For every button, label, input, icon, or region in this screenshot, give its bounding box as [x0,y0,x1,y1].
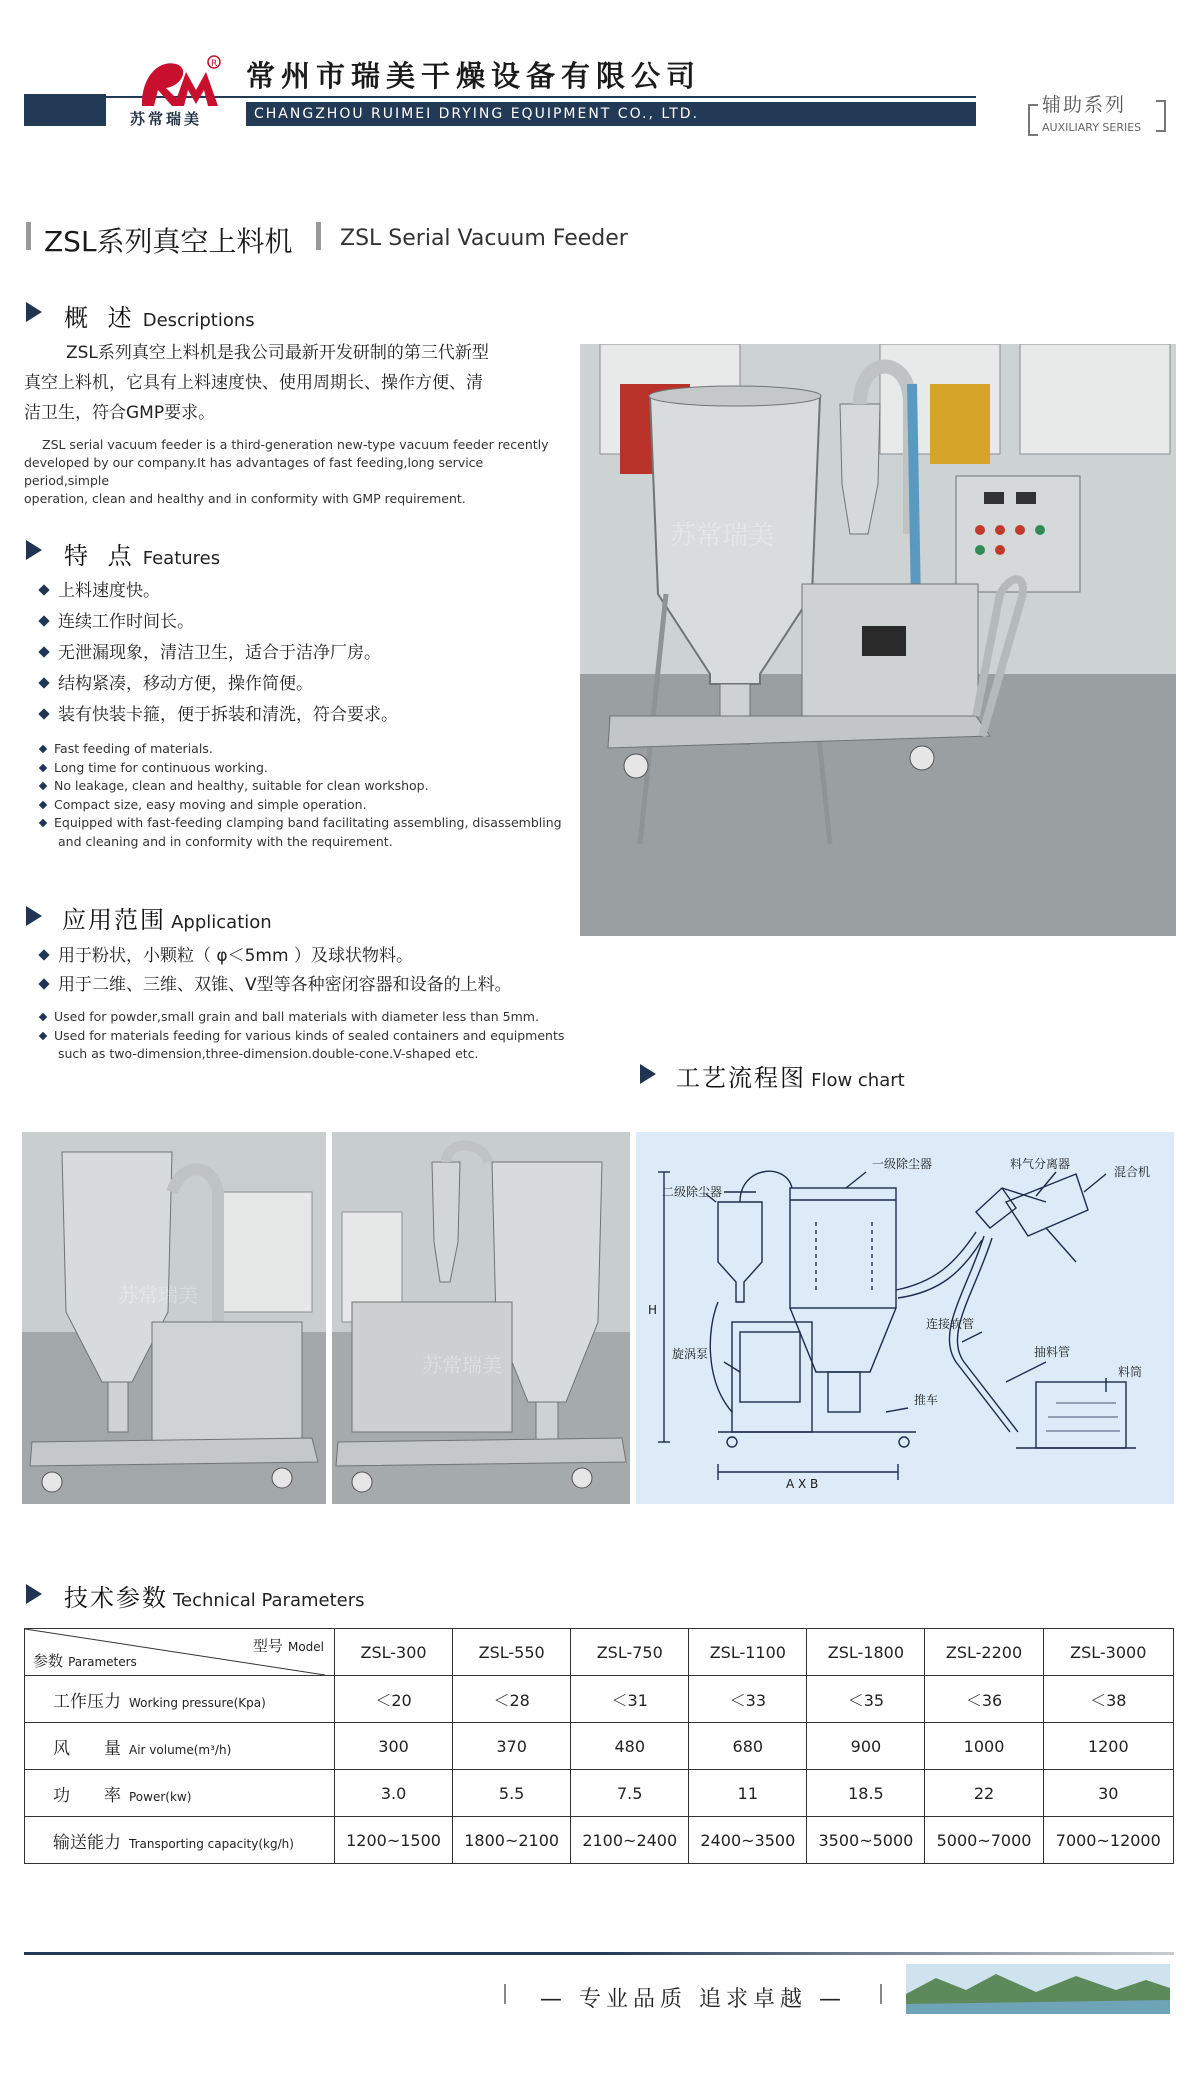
features-list-cn [40,576,398,731]
list-item: Equipped with fast-feeding clamping band facilitating assembling, disassembling [40,814,562,833]
diamond-bullet-icon [38,978,49,989]
table-cell: 30 [1043,1770,1173,1817]
diamond-bullet-icon [39,782,47,790]
diamond-bullet-icon [39,1031,47,1039]
series-label-en: AUXILIARY SERIES [1042,121,1142,134]
section-arrow-icon [26,1584,42,1604]
flow-chart-svg [636,1132,1174,1504]
section-arrow-icon [26,540,42,560]
application-list-cn [40,942,512,1000]
table-cell: 7.5 [571,1770,689,1817]
label-cart: 推车 [914,1393,939,1407]
table-header-row [25,1629,1174,1676]
table-row [25,1676,1174,1723]
watermark-text: 苏常瑞美 [422,1353,502,1377]
diamond-bullet-icon [39,763,47,771]
diamond-bullet-icon [38,708,49,719]
company-name-en: CHANGZHOU RUIMEI DRYING EQUIPMENT CO., LTD. [254,106,700,122]
label-hose: 连接软管 [926,1317,975,1331]
table-cell: 1200~1500 [335,1817,453,1864]
label-dim-h: H [648,1303,658,1317]
product-photo-front [332,1132,630,1504]
watermark-text: 苏常瑞美 [670,521,775,551]
table-cell: ＜20 [335,1676,453,1723]
footer-divider [504,1984,506,2004]
list-item: 无泄漏现象，清洁卫生，适合于洁净厂房。 [40,638,398,669]
table-cell: 5000~7000 [925,1817,1043,1864]
row-label: 风 量 Air volume(m³/h) [25,1723,335,1770]
table-cell: ＜28 [453,1676,571,1723]
table-cell: 1800~2100 [453,1817,571,1864]
footer-slogan: — 专业品质 追求卓越 — [540,1987,846,2012]
section-descriptions-heading: 概 述 Descriptions [64,304,255,332]
parameters-table [24,1628,1174,1864]
descriptions-text-en: ZSL serial vacuum feeder is a third-generation new-type vacuum feeder recently developed by our company.It has advantages of fast feeding,long service period,simple operation, clean and healthy and in conformity with GMP requirement. [24,437,549,506]
section-features-heading: 特 点 Features [64,542,221,570]
table-cell: ＜31 [571,1676,689,1723]
model-header: ZSL-3000 [1043,1629,1173,1676]
section-flowchart-heading: 工艺流程图 Flow chart [676,1064,905,1092]
list-item: Used for materials feeding for various kinds of sealed containers and equipments [40,1027,564,1046]
row-label: 工作压力 Working pressure(Kpa) [25,1676,335,1723]
table-cell: 5.5 [453,1770,571,1817]
table-corner-cell: 型号 Model 参数 Parameters [25,1629,335,1676]
vacuum-feeder-side-illustration [22,1132,326,1504]
list-item: Fast feeding of materials. [40,740,562,759]
footer-landscape-image [906,1964,1170,2014]
series-bracket-right [1156,100,1166,132]
footer-divider [880,1984,882,2004]
table-cell: 3500~5000 [807,1817,925,1864]
table-cell: 22 [925,1770,1043,1817]
vacuum-feeder-illustration [580,344,1176,936]
table-cell: 680 [689,1723,807,1770]
features-list-en [40,740,562,851]
table-cell: 7000~12000 [1043,1817,1173,1864]
diamond-bullet-icon [39,745,47,753]
label-secondary-dust: 二级除尘器 [662,1185,723,1199]
series-label-cn: 辅助系列 [1042,94,1127,116]
table-cell: ＜33 [689,1676,807,1723]
list-item: Used for powder,small grain and ball materials with diameter less than 5mm. [40,1008,564,1027]
list-item: 连续工作时间长。 [40,607,398,638]
list-item: 装有快装卡箍，便于拆装和清洗，符合要求。 [40,700,398,731]
page-title-en: ZSL Serial Vacuum Feeder [340,226,628,251]
table-cell: 2400~3500 [689,1817,807,1864]
header-left-bar [24,94,106,126]
section-arrow-icon [26,302,42,322]
model-header: ZSL-1100 [689,1629,807,1676]
model-header: ZSL-750 [571,1629,689,1676]
table-cell: 480 [571,1723,689,1770]
watermark-text: 苏常瑞美 [118,1283,198,1307]
row-label: 功 率 Power(kw) [25,1770,335,1817]
table-cell: ＜36 [925,1676,1043,1723]
table-row [25,1723,1174,1770]
label-pump: 旋涡泵 [672,1347,709,1361]
table-cell: 3.0 [335,1770,453,1817]
table-row [25,1770,1174,1817]
footer-rule [24,1952,1174,1955]
title-bar-mid [316,222,321,250]
diamond-bullet-icon [38,646,49,657]
list-item: Long time for continuous working. [40,759,562,778]
landscape-illustration [906,1964,1170,2014]
table-cell: 900 [807,1723,925,1770]
vacuum-feeder-front-illustration [332,1132,630,1504]
descriptions-text-cn: ZSL系列真空上料机是我公司最新开发研制的第三代新型 真空上料机，它具有上料速度快、使用周期长、操作方便、清 洁卫生，符合GMP要求。 [24,343,489,423]
list-item: 用于粉状，小颗粒（ φ＜5mm ）及球状物料。 [40,942,512,971]
application-list-en [40,1008,564,1064]
diamond-bullet-icon [38,615,49,626]
table-cell: 11 [689,1770,807,1817]
list-item: 用于二维、三维、双锥、V型等各种密闭容器和设备的上料。 [40,971,512,1000]
list-item: 结构紧凑，移动方便，操作简便。 [40,669,398,700]
diamond-bullet-icon [38,949,49,960]
model-header: ZSL-2200 [925,1629,1043,1676]
list-item: 上料速度快。 [40,576,398,607]
table-cell: 370 [453,1723,571,1770]
list-item: Compact size, easy moving and simple operation. [40,796,562,815]
diamond-bullet-icon [39,819,47,827]
diamond-bullet-icon [38,584,49,595]
brand-subtext: 苏常瑞美 [130,110,203,128]
label-bin: 料筒 [1118,1365,1143,1379]
page-title-cn: ZSL系列真空上料机 [44,225,293,258]
model-header: ZSL-1800 [807,1629,925,1676]
table-cell: 300 [335,1723,453,1770]
list-item: No leakage, clean and healthy, suitable for clean workshop. [40,777,562,796]
product-photo-side [22,1132,326,1504]
label-suction-pipe: 抽料管 [1034,1345,1071,1359]
section-arrow-icon [26,906,42,926]
label-mixer: 混合机 [1114,1165,1151,1179]
svg-text:R: R [211,59,218,69]
product-photo-main [580,344,1176,936]
model-header: ZSL-300 [335,1629,453,1676]
label-primary-dust: 一级除尘器 [872,1157,933,1171]
list-item: such as two-dimension,three-dimension.double-cone.V-shaped etc. [58,1046,479,1061]
table-cell: ＜35 [807,1676,925,1723]
label-separator: 料气分离器 [1010,1157,1071,1171]
flow-chart-diagram [636,1132,1174,1504]
company-name-cn: 常州市瑞美干燥设备有限公司 [246,59,702,93]
table-row [25,1817,1174,1864]
row-label: 输送能力 Transporting capacity(kg/h) [25,1817,335,1864]
list-item: and cleaning and in conformity with the requirement. [58,833,393,849]
series-bracket-left [1028,104,1038,136]
table-cell: ＜38 [1043,1676,1173,1723]
model-header: ZSL-550 [453,1629,571,1676]
section-arrow-icon [640,1064,656,1084]
table-cell: 18.5 [807,1770,925,1817]
table-cell: 1000 [925,1723,1043,1770]
label-dim-axb: A X B [786,1477,819,1491]
diamond-bullet-icon [39,1013,47,1021]
table-cell: 2100~2400 [571,1817,689,1864]
diamond-bullet-icon [38,677,49,688]
diamond-bullet-icon [39,800,47,808]
table-cell: 1200 [1043,1723,1173,1770]
title-bar-left [26,222,31,250]
section-application-heading: 应用范围 Application [62,906,272,934]
section-parameters-heading: 技术参数 Technical Parameters [64,1584,365,1612]
